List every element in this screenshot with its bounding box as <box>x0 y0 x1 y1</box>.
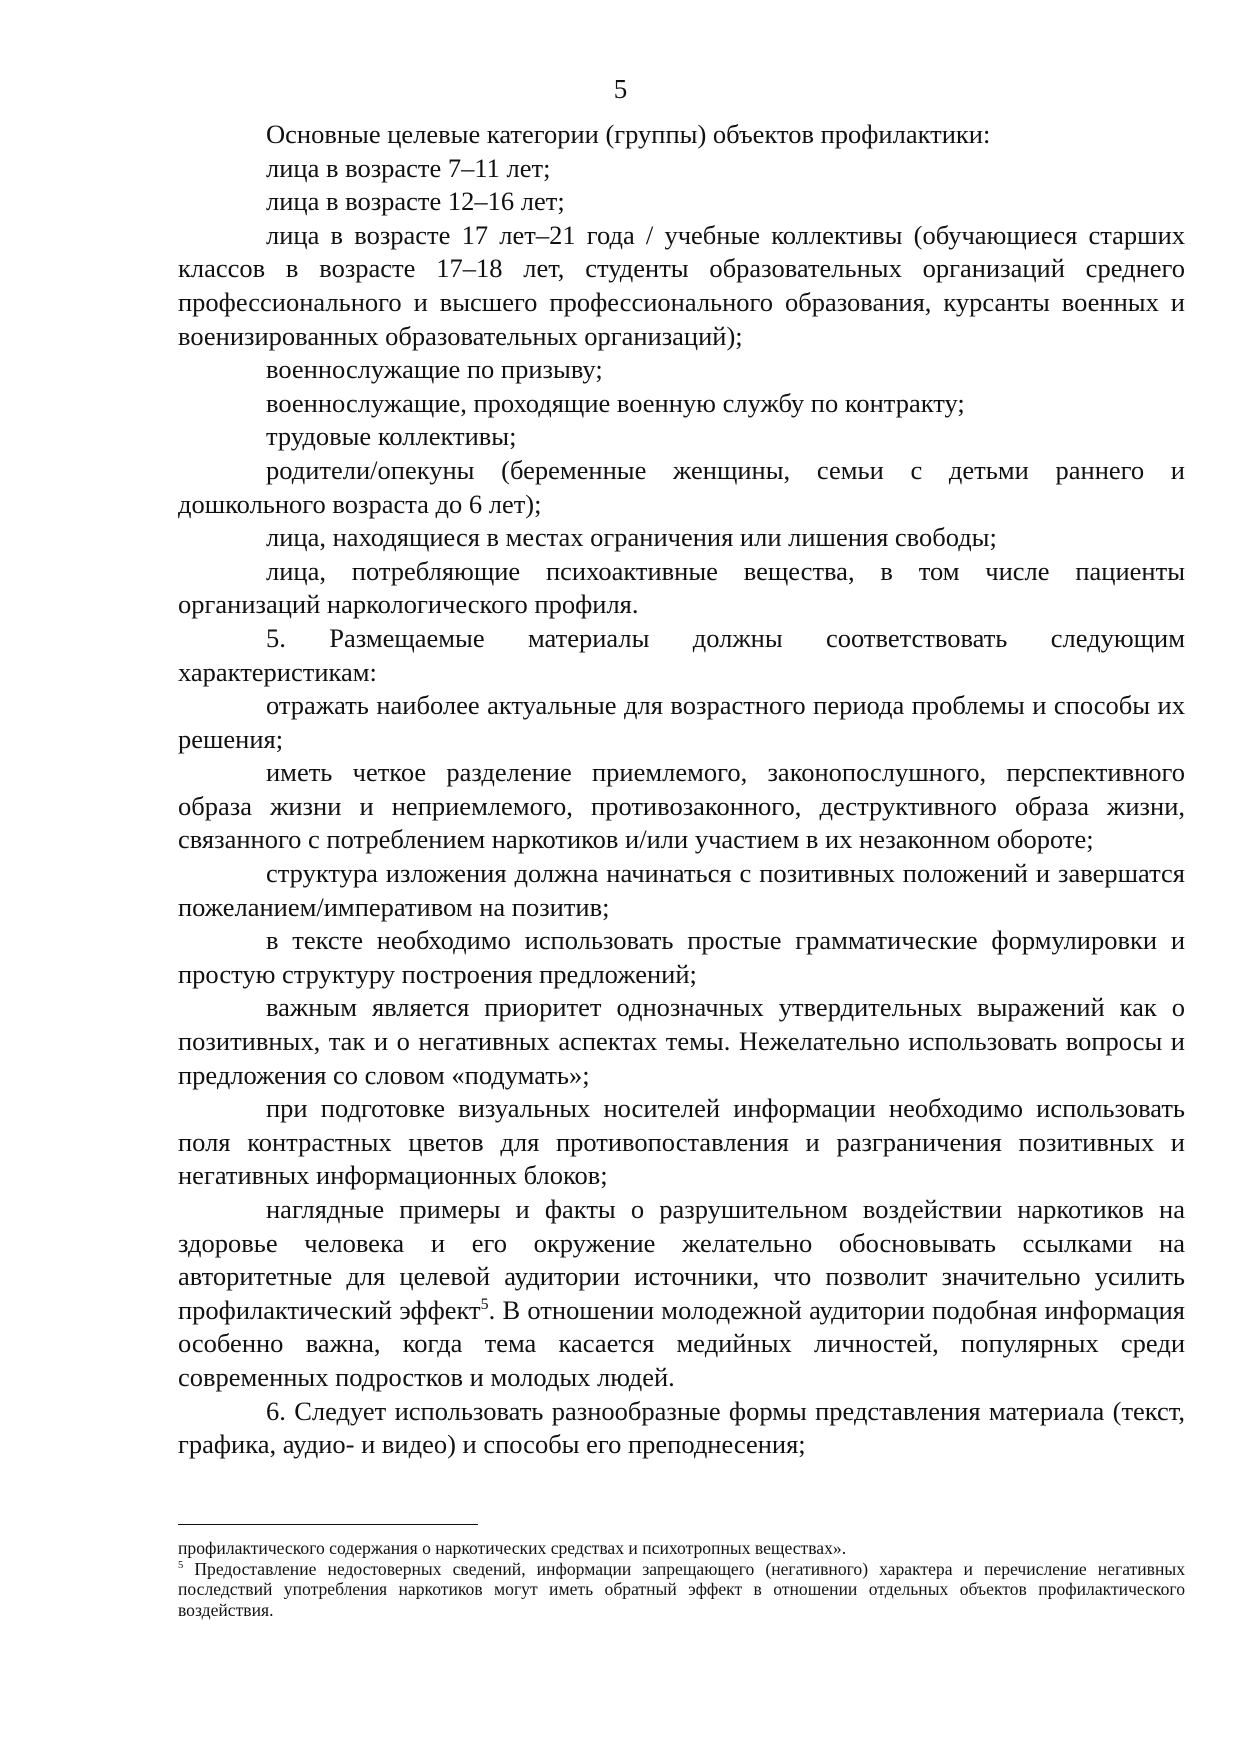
paragraph-age-7-11: лица в возрасте 7–11 лет; <box>266 152 551 183</box>
footnote-5-mark: 5 <box>178 1559 184 1571</box>
footnote-continuation: профилактического содержания о наркотических средствах и психотропных веществах». <box>178 1538 847 1558</box>
footnote-ref-5: 5 <box>480 1295 489 1313</box>
paragraph-evidence <box>178 1193 1185 1395</box>
paragraph-simple-grammar: в тексте необходимо использовать простые грамматические формулировки и простую структуру построения предложений; <box>178 925 1185 989</box>
footnote-separator <box>178 1524 478 1525</box>
paragraph-substance-users: лица, потребляющие психоактивные вещества, в том числе пациенты организаций наркологического профиля. <box>178 555 1185 620</box>
paragraph-imprisoned: лица, находящиеся в местах ограничения или лишения свободы; <box>266 522 997 553</box>
page-number: 5 <box>613 74 628 104</box>
document-body <box>178 118 1185 1462</box>
paragraph-structure: структура изложения должна начинаться с позитивных положений и завершатся пожеланием/императивом на позитив; <box>178 858 1185 922</box>
paragraph-section-6: 6. Следует использовать разнообразные формы представления материала (текст, графика, аудио- и видео) и способы его преподнесения; <box>178 1395 1185 1460</box>
paragraph-age-17-21: лица в возрасте 17 лет–21 года / учебные коллективы (обучающиеся старших классов в возрасте 17–18 лет, студенты образовательных организаций среднего профессионального и высшего профессионального образования, курсанты военных и военизированных образовательных организаций); <box>178 219 1185 351</box>
footnote-5 <box>178 1559 1185 1621</box>
paragraph-affirmative: важным является приоритет однозначных утвердительных выражений как о позитивных, так и о негативных аспектах темы. Нежелательно использовать вопросы и предложения со словом «подумать»; <box>178 992 1185 1090</box>
paragraph-contrast-colors: при подготовке визуальных носителей информации необходимо использовать поля контрастных цветов для противопоставления и разграничения позитивных и негативных информационных блоков; <box>178 1093 1185 1191</box>
evidence-text-before: наглядные примеры и факты о разрушительном воздействии наркотиков на здоровье человека и его окружение желательно обосновывать ссылками на авторитетные для целевой аудитории источники, что позволит значительно усилить профилактический эффект <box>178 1194 1185 1325</box>
paragraph-contract-servicemen: военнослужащие, проходящие военную службу по контракту; <box>266 387 965 418</box>
paragraph-relevant-problems: отражать наиболее актуальные для возрастного периода проблемы и способы их решения; <box>178 690 1185 754</box>
footnotes <box>178 1538 1185 1620</box>
paragraph-target-categories: Основные целевые категории (группы) объектов профилактики: <box>266 119 991 149</box>
paragraph-section-5: 5. Размещаемые материалы должны соответствовать следующим характеристикам: <box>178 622 1185 687</box>
paragraph-age-12-16: лица в возрасте 12–16 лет; <box>266 186 565 217</box>
paragraph-work-collectives: трудовые коллективы; <box>266 421 517 452</box>
evidence-text-after: . В отношении молодежной аудитории подобная информация особенно важна, когда тема касается медийных личностей, популярных среди современных подростков и молодых людей. <box>178 1294 1185 1392</box>
paragraph-parents: родители/опекуны (беременные женщины, семьи с детьми раннего и дошкольного возраста до 6 лет); <box>178 454 1185 519</box>
paragraph-conscripts: военнослужащие по призыву; <box>266 354 603 385</box>
paragraph-clear-distinction: иметь четкое разделение приемлемого, законопослушного, перспективного образа жизни и неприемлемого, противозаконного, деструктивного образа жизни, связанного с потреблением наркотиков и/или участием в их незаконном обороте; <box>178 757 1185 855</box>
footnote-5-text: Предоставление недостоверных сведений, информации запрещающего (негативного) характера и перечисление негативных последствий употребления наркотиков могут иметь обратный эффект в отношении отдельных объектов профилактического воздействия. <box>178 1558 1185 1620</box>
